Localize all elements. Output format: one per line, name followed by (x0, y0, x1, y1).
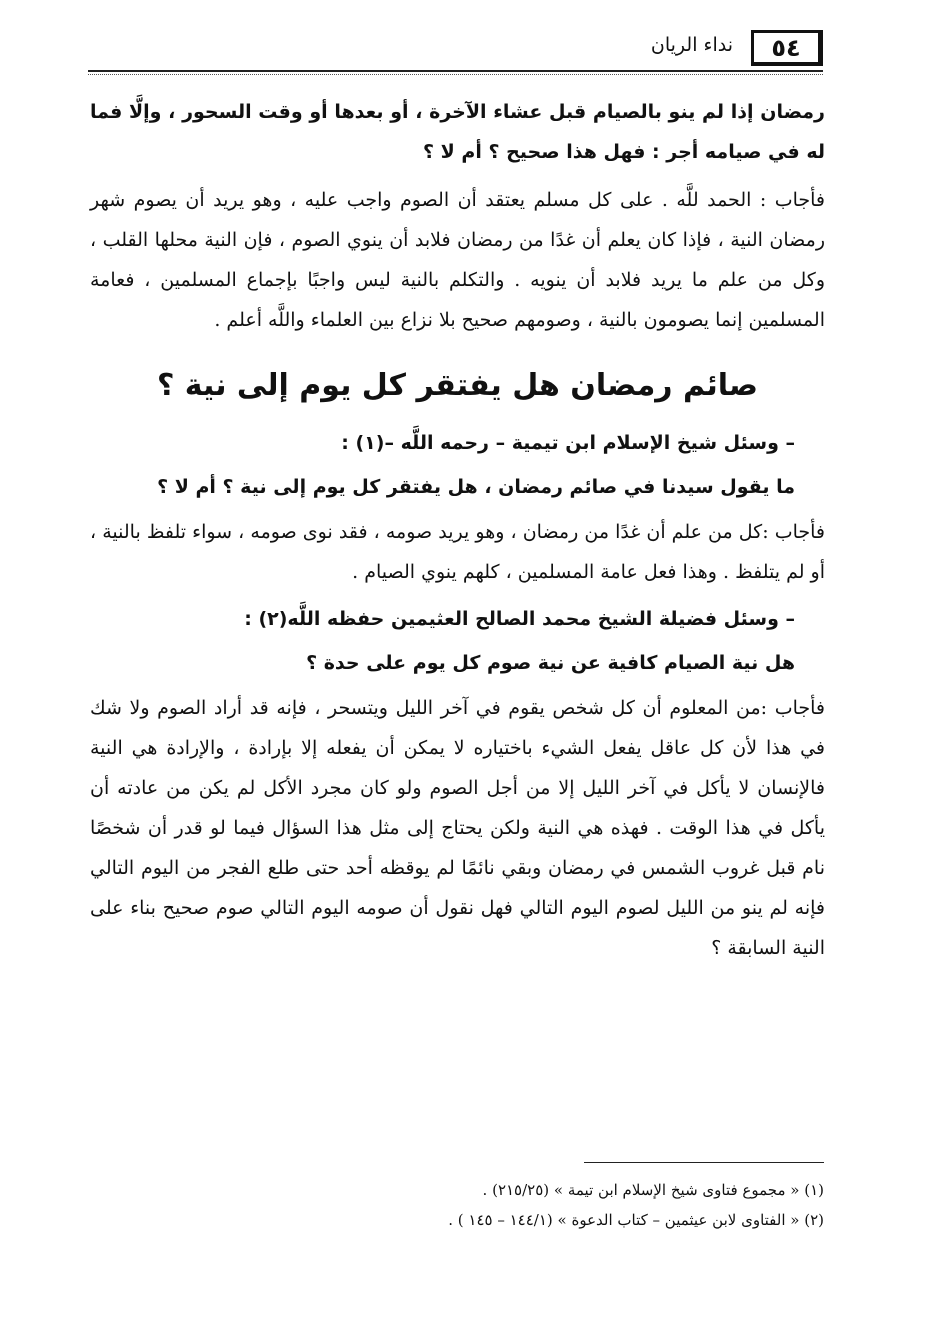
answer-paragraph-1: فأجاب : الحمد للَّه . على كل مسلم يعتقد أن الصوم واجب عليه ، وهو يريد أن يصوم شهر رمضان النية ، فإذا كان يعلم أن غدًا من رمضان فلابد أن ينوي الصوم ، فإن النية محلها القلب ، وكل من علم ما يريد فلابد أن ينويه . والتكلم بالنية ليس واجبًا بإجماع المسلمين ، فعامة المسلمين إنما يصومون بالنية ، وصومهم صحيح بلا نزاع بين العلماء واللَّه أعلم . (90, 189, 825, 331)
header-rule (88, 70, 823, 72)
page-body (90, 92, 825, 976)
header-rule-dotted (88, 74, 823, 75)
footnotes (124, 1175, 824, 1235)
footnote-separator (584, 1162, 824, 1163)
question-intro-2: – وسئل فضيلة الشيخ محمد الصالح العثيمين حفظه اللَّه(٢) : (244, 608, 795, 630)
question-continuation: رمضان إذا لم ينو بالصيام قبل عشاء الآخرة ، أو بعدها أو وقت السحور ، وإلَّا فما له في صيامه أجر : فهل هذا صحيح ؟ أم لا ؟ (90, 101, 825, 163)
answer-paragraph-3: فأجاب :من المعلوم أن كل شخص يقوم في آخر الليل ويتسحر ، فإنه قد أراد الصوم ولا شك في هذا لأن كل عاقل يفعل الشيء باختياره لا يمكن أن يفعله إلا بإرادة ، والإرادة هي النية فالإنسان لا يأكل في آخر الليل إلا من أجل الصوم ولو كان مجرد الأكل لم يكن من عادته أن يأكل في هذا الوقت . فهذه هي النية ولكن يحتاج إلى مثل هذا السؤال فيما لو قدر أن شخصًا نام قبل غروب الشمس في رمضان وبقي نائمًا لم يوقظه أحد حتى طلع الفجر من اليوم التالي فإنه لم ينو من الليل لصوم اليوم التالي فهل نقول أن صومه اليوم التالي صوم صحيح بناء على النية السابقة ؟ (90, 697, 825, 959)
question-2: هل نية الصيام كافية عن نية صوم كل يوم على حدة ؟ (306, 652, 795, 674)
page-header (88, 28, 823, 76)
section-heading: صائم رمضان هل يفتقر كل يوم إلى نية ؟ (156, 368, 759, 403)
page-number: ٥٤ (751, 30, 823, 66)
answer-paragraph-2: فأجاب :كل من علم أن غدًا من رمضان ، وهو يريد صومه ، فقد نوى صومه ، سواء تلفظ بالنية ، أو لم يتلفظ . وهذا فعل عامة المسلمين ، كلهم ينوي الصيام . (90, 521, 825, 583)
question-intro-1: – وسئل شيخ الإسلام ابن تيمية – رحمه اللَّه –(١) : (341, 432, 795, 454)
footnote-2: (٢) « الفتاوى لابن عيثمين – كتاب الدعوة » (١٤٤/١ – ١٤٥ ) . (448, 1211, 824, 1229)
question-1: ما يقول سيدنا في صائم رمضان ، هل يفتقر كل يوم إلى نية ؟ أم لا ؟ (157, 476, 795, 498)
running-title: نداء الريان (650, 34, 733, 56)
footnote-1: (١) « مجموع فتاوى شيخ الإسلام ابن تيمة » (٢١٥/٢٥) . (482, 1181, 824, 1199)
